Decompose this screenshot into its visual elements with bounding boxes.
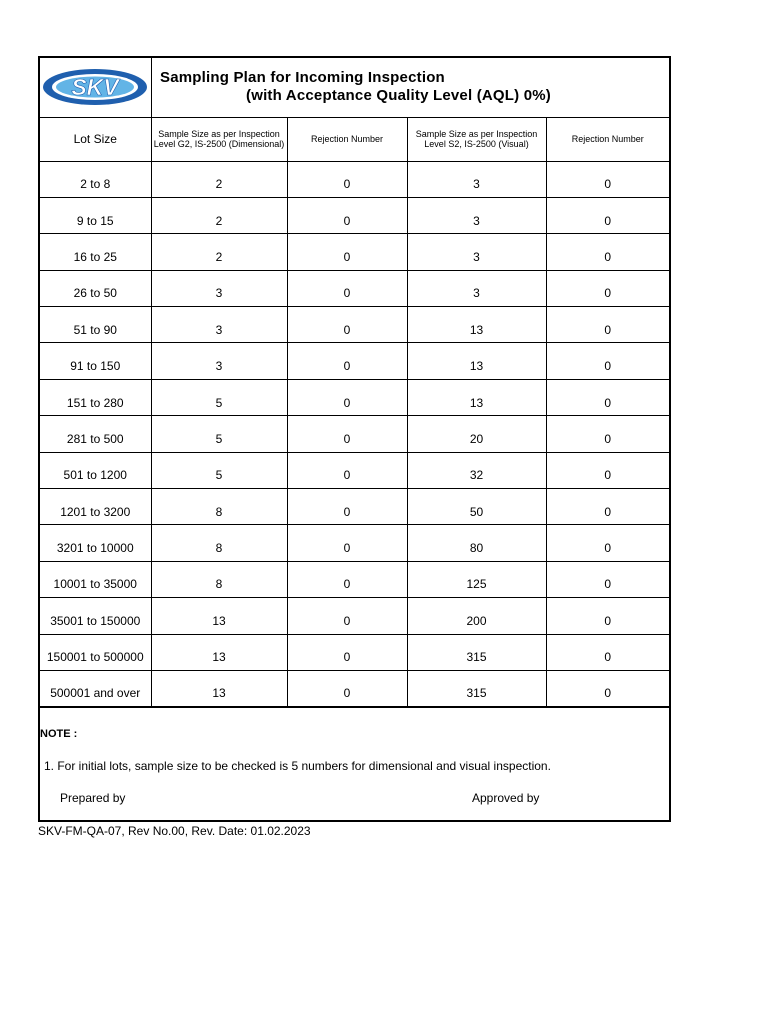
prepared-by-label: Prepared by bbox=[60, 791, 126, 805]
dimensional-sample-size-cell: 2 bbox=[151, 197, 287, 233]
approved-by-label: Approved by bbox=[472, 791, 540, 805]
table-row bbox=[40, 634, 669, 670]
table-row bbox=[40, 489, 669, 525]
logo-cell bbox=[40, 58, 152, 117]
dimensional-sample-size-cell: 2 bbox=[151, 234, 287, 270]
table-header-row bbox=[40, 117, 669, 161]
lot-size-cell: 281 to 500 bbox=[40, 416, 151, 452]
dimensional-sample-size-cell: 13 bbox=[151, 670, 287, 706]
visual-rejection-number-cell: 0 bbox=[546, 452, 669, 488]
note-heading: NOTE : bbox=[40, 728, 78, 740]
lot-size-cell: 500001 and over bbox=[40, 670, 151, 706]
table-row bbox=[40, 343, 669, 379]
visual-sample-size-cell: 80 bbox=[407, 525, 546, 561]
visual-sample-size-cell: 315 bbox=[407, 634, 546, 670]
table-row bbox=[40, 307, 669, 343]
lot-size-cell: 3201 to 10000 bbox=[40, 525, 151, 561]
lot-size-cell: 51 to 90 bbox=[40, 307, 151, 343]
dimensional-rejection-number-cell: 0 bbox=[287, 598, 407, 634]
dimensional-rejection-number-cell: 0 bbox=[287, 197, 407, 233]
document-reference: SKV-FM-QA-07, Rev No.00, Rev. Date: 01.02.2023 bbox=[38, 824, 311, 838]
lot-size-cell: 91 to 150 bbox=[40, 343, 151, 379]
inspection-form bbox=[38, 56, 671, 822]
dimensional-sample-size-cell: 5 bbox=[151, 416, 287, 452]
table-row bbox=[40, 197, 669, 233]
visual-rejection-number-cell: 0 bbox=[546, 161, 669, 197]
table-row bbox=[40, 670, 669, 706]
dimensional-rejection-number-cell: 0 bbox=[287, 489, 407, 525]
visual-rejection-number-cell: 0 bbox=[546, 197, 669, 233]
visual-sample-size-cell: 125 bbox=[407, 561, 546, 597]
dimensional-rejection-number-cell: 0 bbox=[287, 525, 407, 561]
visual-sample-size-cell: 200 bbox=[407, 598, 546, 634]
dimensional-rejection-number-cell: 0 bbox=[287, 379, 407, 415]
visual-sample-size-cell: 3 bbox=[407, 161, 546, 197]
lot-size-cell: 1201 to 3200 bbox=[40, 489, 151, 525]
visual-rejection-number-cell: 0 bbox=[546, 343, 669, 379]
page-subtitle: (with Acceptance Quality Level (AQL) 0%) bbox=[246, 87, 552, 104]
visual-sample-size-cell: 13 bbox=[407, 379, 546, 415]
visual-sample-size-cell: 3 bbox=[407, 270, 546, 306]
dimensional-sample-size-cell: 13 bbox=[151, 634, 287, 670]
skv-logo bbox=[42, 68, 148, 106]
visual-sample-size-cell: 32 bbox=[407, 452, 546, 488]
visual-rejection-number-cell: 0 bbox=[546, 270, 669, 306]
lot-size-cell: 16 to 25 bbox=[40, 234, 151, 270]
visual-sample-size-cell: 13 bbox=[407, 307, 546, 343]
column-header-dimensional-rejection-number: Rejection Number bbox=[287, 117, 407, 161]
visual-rejection-number-cell: 0 bbox=[546, 489, 669, 525]
visual-rejection-number-cell: 0 bbox=[546, 379, 669, 415]
table-body bbox=[40, 161, 669, 707]
lot-size-cell: 35001 to 150000 bbox=[40, 598, 151, 634]
lot-size-cell: 151 to 280 bbox=[40, 379, 151, 415]
visual-rejection-number-cell: 0 bbox=[546, 234, 669, 270]
page-title: Sampling Plan for Incoming Inspection bbox=[160, 69, 445, 86]
dimensional-sample-size-cell: 3 bbox=[151, 343, 287, 379]
column-header-visual-rejection-number: Rejection Number bbox=[546, 117, 669, 161]
dimensional-sample-size-cell: 3 bbox=[151, 270, 287, 306]
table-row bbox=[40, 234, 669, 270]
visual-rejection-number-cell: 0 bbox=[546, 307, 669, 343]
visual-rejection-number-cell: 0 bbox=[546, 670, 669, 706]
dimensional-sample-size-cell: 5 bbox=[151, 452, 287, 488]
lot-size-cell: 9 to 15 bbox=[40, 197, 151, 233]
visual-rejection-number-cell: 0 bbox=[546, 561, 669, 597]
dimensional-rejection-number-cell: 0 bbox=[287, 343, 407, 379]
visual-sample-size-cell: 3 bbox=[407, 197, 546, 233]
dimensional-rejection-number-cell: 0 bbox=[287, 634, 407, 670]
note-item: 1. For initial lots, sample size to be checked is 5 numbers for dimensional and visual inspection. bbox=[44, 759, 551, 773]
dimensional-sample-size-cell: 5 bbox=[151, 379, 287, 415]
column-header-dimensional-sample-size: Sample Size as per Inspection Level G2, IS-2500 (Dimensional) bbox=[151, 117, 287, 161]
table-row bbox=[40, 161, 669, 197]
table-row bbox=[40, 416, 669, 452]
visual-sample-size-cell: 50 bbox=[407, 489, 546, 525]
form-header bbox=[40, 58, 669, 118]
table-row bbox=[40, 379, 669, 415]
visual-sample-size-cell: 315 bbox=[407, 670, 546, 706]
dimensional-rejection-number-cell: 0 bbox=[287, 270, 407, 306]
dimensional-rejection-number-cell: 0 bbox=[287, 234, 407, 270]
dimensional-rejection-number-cell: 0 bbox=[287, 561, 407, 597]
table-row bbox=[40, 270, 669, 306]
visual-sample-size-cell: 3 bbox=[407, 234, 546, 270]
visual-sample-size-cell: 13 bbox=[407, 343, 546, 379]
dimensional-sample-size-cell: 2 bbox=[151, 161, 287, 197]
column-header-visual-sample-size: Sample Size as per Inspection Level S2, IS-2500 (Visual) bbox=[407, 117, 546, 161]
visual-sample-size-cell: 20 bbox=[407, 416, 546, 452]
lot-size-cell: 2 to 8 bbox=[40, 161, 151, 197]
lot-size-cell: 26 to 50 bbox=[40, 270, 151, 306]
dimensional-sample-size-cell: 3 bbox=[151, 307, 287, 343]
dimensional-rejection-number-cell: 0 bbox=[287, 416, 407, 452]
column-header-lot-size: Lot Size bbox=[40, 117, 151, 161]
dimensional-sample-size-cell: 13 bbox=[151, 598, 287, 634]
dimensional-rejection-number-cell: 0 bbox=[287, 452, 407, 488]
dimensional-rejection-number-cell: 0 bbox=[287, 161, 407, 197]
table-row bbox=[40, 598, 669, 634]
dimensional-sample-size-cell: 8 bbox=[151, 489, 287, 525]
dimensional-sample-size-cell: 8 bbox=[151, 561, 287, 597]
sampling-table bbox=[40, 117, 669, 708]
lot-size-cell: 150001 to 500000 bbox=[40, 634, 151, 670]
dimensional-rejection-number-cell: 0 bbox=[287, 307, 407, 343]
svg-text:SKV: SKV bbox=[71, 74, 119, 100]
lot-size-cell: 501 to 1200 bbox=[40, 452, 151, 488]
table-row bbox=[40, 561, 669, 597]
visual-rejection-number-cell: 0 bbox=[546, 598, 669, 634]
lot-size-cell: 10001 to 35000 bbox=[40, 561, 151, 597]
visual-rejection-number-cell: 0 bbox=[546, 525, 669, 561]
dimensional-sample-size-cell: 8 bbox=[151, 525, 287, 561]
visual-rejection-number-cell: 0 bbox=[546, 416, 669, 452]
table-row bbox=[40, 452, 669, 488]
dimensional-rejection-number-cell: 0 bbox=[287, 670, 407, 706]
table-row bbox=[40, 525, 669, 561]
visual-rejection-number-cell: 0 bbox=[546, 634, 669, 670]
